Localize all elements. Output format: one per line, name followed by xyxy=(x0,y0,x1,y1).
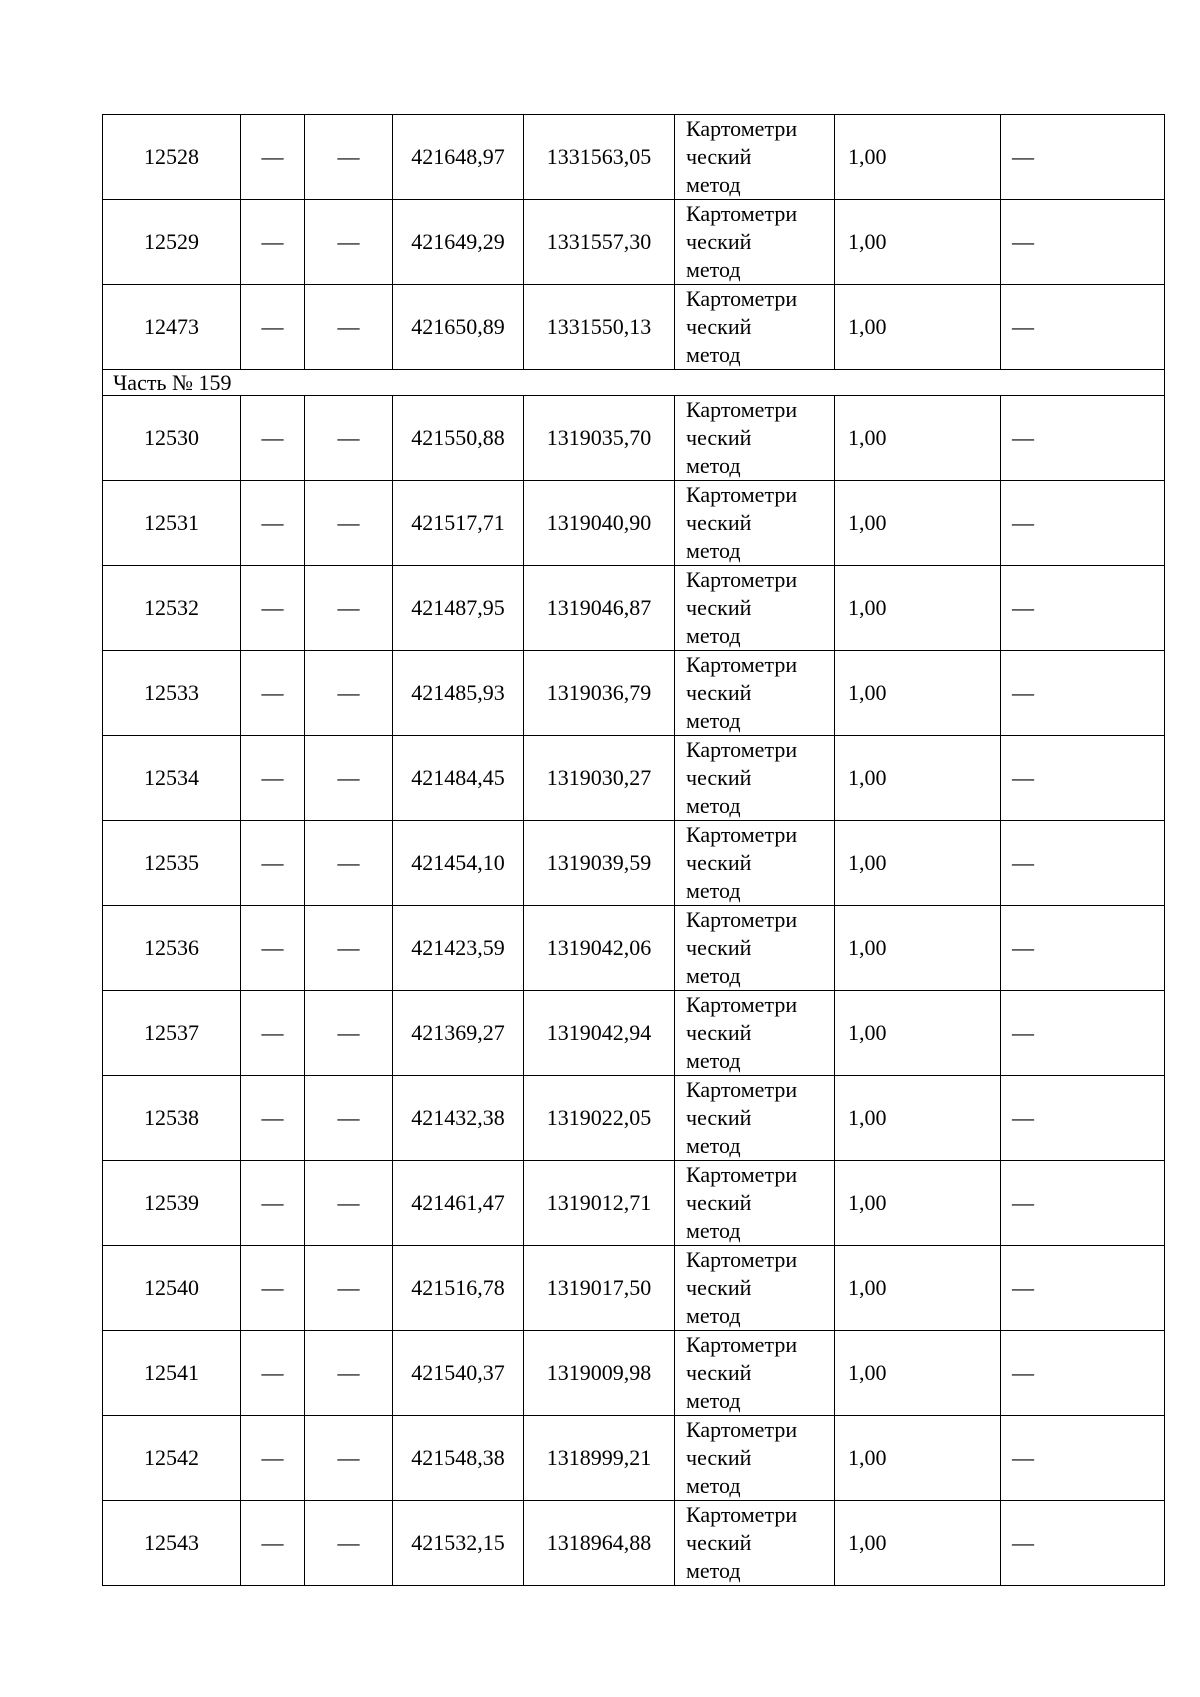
x-coordinate-cell: 421540,37 xyxy=(393,1331,524,1416)
method-line: Картометри xyxy=(686,116,798,141)
x-coordinate-cell: 421532,15 xyxy=(393,1501,524,1586)
method-cell xyxy=(675,1161,835,1246)
method-line: ческий xyxy=(686,1190,752,1215)
table-row xyxy=(103,200,1165,285)
table-row xyxy=(103,736,1165,821)
x-coordinate-cell: 421517,71 xyxy=(393,481,524,566)
dash-cell: — xyxy=(305,200,393,285)
table-row xyxy=(103,115,1165,200)
method-cell xyxy=(675,651,835,736)
table-row xyxy=(103,821,1165,906)
table-row xyxy=(103,1246,1165,1331)
coordinates-table xyxy=(102,114,1165,1586)
dash-cell: — xyxy=(241,396,305,481)
method-line: метод xyxy=(686,453,741,478)
accuracy-cell: 1,00 xyxy=(835,651,1001,736)
accuracy-cell: 1,00 xyxy=(835,906,1001,991)
y-coordinate-cell: 1331563,05 xyxy=(524,115,675,200)
method-line: метод xyxy=(686,172,741,197)
y-coordinate-cell: 1319012,71 xyxy=(524,1161,675,1246)
y-coordinate-cell: 1319030,27 xyxy=(524,736,675,821)
y-coordinate-cell: 1319042,94 xyxy=(524,991,675,1076)
table-row xyxy=(103,1331,1165,1416)
point-number-cell: 12543 xyxy=(103,1501,241,1586)
method-line: метод xyxy=(686,1388,741,1413)
method-line: ческий xyxy=(686,144,752,169)
accuracy-cell: 1,00 xyxy=(835,285,1001,370)
method-cell xyxy=(675,285,835,370)
table-row xyxy=(103,991,1165,1076)
method-line: метод xyxy=(686,1303,741,1328)
x-coordinate-cell: 421454,10 xyxy=(393,821,524,906)
dash-cell: — xyxy=(241,1246,305,1331)
method-cell xyxy=(675,991,835,1076)
dash-cell: — xyxy=(241,821,305,906)
section-header-row xyxy=(103,370,1165,396)
table-row xyxy=(103,1161,1165,1246)
accuracy-cell: 1,00 xyxy=(835,736,1001,821)
method-line: метод xyxy=(686,878,741,903)
accuracy-cell: 1,00 xyxy=(835,481,1001,566)
table-body xyxy=(103,115,1165,1586)
x-coordinate-cell: 421485,93 xyxy=(393,651,524,736)
method-cell xyxy=(675,396,835,481)
x-coordinate-cell: 421484,45 xyxy=(393,736,524,821)
method-line: метод xyxy=(686,342,741,367)
y-coordinate-cell: 1319039,59 xyxy=(524,821,675,906)
dash-cell: — xyxy=(1001,736,1165,821)
dash-cell: — xyxy=(305,1161,393,1246)
dash-cell: — xyxy=(305,396,393,481)
method-line: ческий xyxy=(686,1360,752,1385)
method-line: метод xyxy=(686,708,741,733)
section-label: Часть № 159 xyxy=(103,370,1165,396)
point-number-cell: 12531 xyxy=(103,481,241,566)
point-number-cell: 12533 xyxy=(103,651,241,736)
method-line: Картометри xyxy=(686,1502,798,1527)
method-line: метод xyxy=(686,1473,741,1498)
method-line: ческий xyxy=(686,510,752,535)
x-coordinate-cell: 421516,78 xyxy=(393,1246,524,1331)
y-coordinate-cell: 1319022,05 xyxy=(524,1076,675,1161)
table-row xyxy=(103,566,1165,651)
dash-cell: — xyxy=(305,1501,393,1586)
accuracy-cell: 1,00 xyxy=(835,115,1001,200)
method-line: ческий xyxy=(686,680,752,705)
y-coordinate-cell: 1331557,30 xyxy=(524,200,675,285)
method-line: ческий xyxy=(686,1275,752,1300)
method-line: метод xyxy=(686,963,741,988)
accuracy-cell: 1,00 xyxy=(835,396,1001,481)
dash-cell: — xyxy=(241,991,305,1076)
dash-cell: — xyxy=(1001,1161,1165,1246)
dash-cell: — xyxy=(305,481,393,566)
method-cell xyxy=(675,1501,835,1586)
accuracy-cell: 1,00 xyxy=(835,991,1001,1076)
method-line: Картометри xyxy=(686,1247,798,1272)
method-line: метод xyxy=(686,793,741,818)
accuracy-cell: 1,00 xyxy=(835,566,1001,651)
y-coordinate-cell: 1331550,13 xyxy=(524,285,675,370)
dash-cell: — xyxy=(241,200,305,285)
method-line: метод xyxy=(686,538,741,563)
y-coordinate-cell: 1319046,87 xyxy=(524,566,675,651)
dash-cell: — xyxy=(1001,1246,1165,1331)
dash-cell: — xyxy=(241,285,305,370)
x-coordinate-cell: 421369,27 xyxy=(393,991,524,1076)
dash-cell: — xyxy=(305,285,393,370)
dash-cell: — xyxy=(1001,115,1165,200)
dash-cell: — xyxy=(305,1416,393,1501)
method-line: Картометри xyxy=(686,567,798,592)
accuracy-cell: 1,00 xyxy=(835,1331,1001,1416)
method-line: метод xyxy=(686,1048,741,1073)
dash-cell: — xyxy=(1001,1501,1165,1586)
point-number-cell: 12539 xyxy=(103,1161,241,1246)
method-line: Картометри xyxy=(686,737,798,762)
point-number-cell: 12530 xyxy=(103,396,241,481)
method-cell xyxy=(675,906,835,991)
y-coordinate-cell: 1319017,50 xyxy=(524,1246,675,1331)
dash-cell: — xyxy=(241,1161,305,1246)
dash-cell: — xyxy=(1001,651,1165,736)
accuracy-cell: 1,00 xyxy=(835,1246,1001,1331)
dash-cell: — xyxy=(1001,566,1165,651)
dash-cell: — xyxy=(1001,481,1165,566)
method-line: Картометри xyxy=(686,907,798,932)
y-coordinate-cell: 1319009,98 xyxy=(524,1331,675,1416)
method-line: метод xyxy=(686,623,741,648)
dash-cell: — xyxy=(241,736,305,821)
method-line: Картометри xyxy=(686,397,798,422)
method-line: метод xyxy=(686,1558,741,1583)
dash-cell: — xyxy=(241,115,305,200)
dash-cell: — xyxy=(305,821,393,906)
method-line: ческий xyxy=(686,425,752,450)
method-line: Картометри xyxy=(686,482,798,507)
y-coordinate-cell: 1319042,06 xyxy=(524,906,675,991)
dash-cell: — xyxy=(1001,396,1165,481)
method-line: метод xyxy=(686,1133,741,1158)
point-number-cell: 12542 xyxy=(103,1416,241,1501)
table-row xyxy=(103,906,1165,991)
method-line: ческий xyxy=(686,1445,752,1470)
table-row xyxy=(103,651,1165,736)
method-line: Картометри xyxy=(686,1162,798,1187)
method-cell xyxy=(675,481,835,566)
method-cell xyxy=(675,1331,835,1416)
x-coordinate-cell: 421432,38 xyxy=(393,1076,524,1161)
y-coordinate-cell: 1319040,90 xyxy=(524,481,675,566)
method-line: ческий xyxy=(686,935,752,960)
dash-cell: — xyxy=(241,1501,305,1586)
dash-cell: — xyxy=(1001,200,1165,285)
x-coordinate-cell: 421548,38 xyxy=(393,1416,524,1501)
dash-cell: — xyxy=(241,1076,305,1161)
method-line: ческий xyxy=(686,229,752,254)
method-line: метод xyxy=(686,257,741,282)
method-line: Картометри xyxy=(686,1077,798,1102)
table-row xyxy=(103,396,1165,481)
y-coordinate-cell: 1319035,70 xyxy=(524,396,675,481)
accuracy-cell: 1,00 xyxy=(835,200,1001,285)
dash-cell: — xyxy=(241,651,305,736)
accuracy-cell: 1,00 xyxy=(835,1076,1001,1161)
dash-cell: — xyxy=(305,115,393,200)
dash-cell: — xyxy=(305,906,393,991)
method-line: ческий xyxy=(686,1020,752,1045)
table-row xyxy=(103,285,1165,370)
dash-cell: — xyxy=(241,481,305,566)
y-coordinate-cell: 1319036,79 xyxy=(524,651,675,736)
dash-cell: — xyxy=(305,991,393,1076)
x-coordinate-cell: 421649,29 xyxy=(393,200,524,285)
dash-cell: — xyxy=(241,906,305,991)
point-number-cell: 12529 xyxy=(103,200,241,285)
dash-cell: — xyxy=(305,566,393,651)
point-number-cell: 12532 xyxy=(103,566,241,651)
method-cell xyxy=(675,1076,835,1161)
dash-cell: — xyxy=(1001,991,1165,1076)
dash-cell: — xyxy=(241,1416,305,1501)
method-cell xyxy=(675,1246,835,1331)
dash-cell: — xyxy=(305,1331,393,1416)
dash-cell: — xyxy=(241,1331,305,1416)
method-cell xyxy=(675,821,835,906)
method-line: ческий xyxy=(686,595,752,620)
point-number-cell: 12541 xyxy=(103,1331,241,1416)
y-coordinate-cell: 1318964,88 xyxy=(524,1501,675,1586)
table-row xyxy=(103,1076,1165,1161)
table-row xyxy=(103,1416,1165,1501)
dash-cell: — xyxy=(1001,1331,1165,1416)
dash-cell: — xyxy=(305,651,393,736)
point-number-cell: 12534 xyxy=(103,736,241,821)
point-number-cell: 12473 xyxy=(103,285,241,370)
method-cell xyxy=(675,115,835,200)
method-cell xyxy=(675,1416,835,1501)
y-coordinate-cell: 1318999,21 xyxy=(524,1416,675,1501)
method-line: Картометри xyxy=(686,1332,798,1357)
method-cell xyxy=(675,566,835,651)
accuracy-cell: 1,00 xyxy=(835,821,1001,906)
method-line: Картометри xyxy=(686,201,798,226)
method-cell xyxy=(675,200,835,285)
point-number-cell: 12528 xyxy=(103,115,241,200)
method-line: Картометри xyxy=(686,286,798,311)
dash-cell: — xyxy=(305,1076,393,1161)
method-line: Картометри xyxy=(686,822,798,847)
x-coordinate-cell: 421650,89 xyxy=(393,285,524,370)
point-number-cell: 12540 xyxy=(103,1246,241,1331)
dash-cell: — xyxy=(241,566,305,651)
point-number-cell: 12535 xyxy=(103,821,241,906)
x-coordinate-cell: 421423,59 xyxy=(393,906,524,991)
dash-cell: — xyxy=(1001,906,1165,991)
point-number-cell: 12538 xyxy=(103,1076,241,1161)
accuracy-cell: 1,00 xyxy=(835,1501,1001,1586)
x-coordinate-cell: 421487,95 xyxy=(393,566,524,651)
table-row xyxy=(103,481,1165,566)
method-line: метод xyxy=(686,1218,741,1243)
x-coordinate-cell: 421648,97 xyxy=(393,115,524,200)
method-line: ческий xyxy=(686,1530,752,1555)
dash-cell: — xyxy=(1001,1416,1165,1501)
table-row xyxy=(103,1501,1165,1586)
dash-cell: — xyxy=(305,1246,393,1331)
method-line: ческий xyxy=(686,765,752,790)
dash-cell: — xyxy=(305,736,393,821)
x-coordinate-cell: 421461,47 xyxy=(393,1161,524,1246)
method-line: ческий xyxy=(686,314,752,339)
point-number-cell: 12537 xyxy=(103,991,241,1076)
method-line: Картометри xyxy=(686,992,798,1017)
dash-cell: — xyxy=(1001,821,1165,906)
point-number-cell: 12536 xyxy=(103,906,241,991)
dash-cell: — xyxy=(1001,285,1165,370)
accuracy-cell: 1,00 xyxy=(835,1161,1001,1246)
x-coordinate-cell: 421550,88 xyxy=(393,396,524,481)
method-line: Картометри xyxy=(686,1417,798,1442)
method-line: ческий xyxy=(686,850,752,875)
dash-cell: — xyxy=(1001,1076,1165,1161)
method-line: Картометри xyxy=(686,652,798,677)
accuracy-cell: 1,00 xyxy=(835,1416,1001,1501)
method-cell xyxy=(675,736,835,821)
method-line: ческий xyxy=(686,1105,752,1130)
